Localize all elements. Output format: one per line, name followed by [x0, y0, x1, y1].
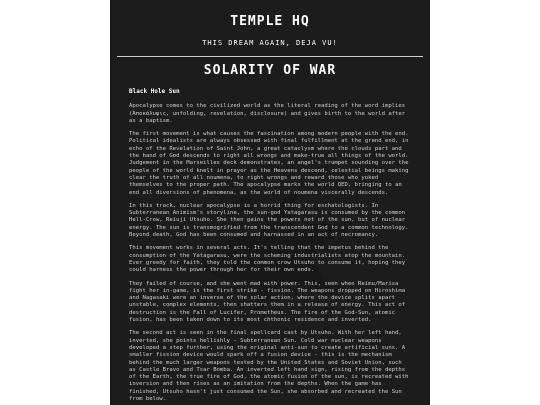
site-title-link[interactable]: TEMPLE HQ [230, 14, 310, 29]
header-divider [117, 56, 423, 57]
page-container [110, 0, 430, 405]
post-subtitle: Black Hole Sun [129, 88, 180, 95]
post-paragraph: The first movement is what causes the fascination among modern people with the end. Political idealists are always obsessed with final fulfillment at the grand end, in echo of the Revelation of Saint John, a great cataclysm where the clouds part and the hand of God descends to right all wrongs and make-true all things of the world. Judgement in the Marseilles deck demonstrates, an angel's trumpet sounding over the people of the world knelt in prayer as the Heavens descend, celestial beings making clear the truth of all noumena, to right wrongs and reward those who yoked themselves to the proper path. The apocalypse marks the world QED, bringing to an end all diversions of phenomena, as the world of noumena viscerally descends. [129, 131, 409, 196]
post-paragraph: Apocalypse comes to the civilized world as the literal reading of the word implies (Ἀποκάλυψις, unfolding, revelation, disclosure) and gives birth to the world after as a baptism. [129, 103, 406, 124]
post-paragraph: They failed of course, and she went mad with power. This, seen when Reimu/Marisa fight her in-game, is the first strike - fission. The weapons dropped on Hiroshima and Nagasaki were an inverse of the solar action, where the device splits apart unstable, complex elements, then shatters them in a release of energy. This act of destruction is the Fall of Lucifer, Prometheus. The fire of the God-Sun, atomic fusion, has been taken down to its most chthonic residence and inverted. [129, 280, 406, 324]
post-body [110, 88, 430, 403]
post-paragraph: In this track, nuclear apocalypse is a horrid thing for eschatologists. In Subterranean Animism's storyline, the sun-god Yatagarasu is consumed by the common Hell-Crow, Reiuji Utsuho. She then gains the powers not of the sun, but of nuclear energy. The sun is transmogrified from the transcendent God to a common technology. Beyond death, God has been consumed and harnassed in an act of necromancy. [129, 202, 409, 239]
site-header [110, 0, 430, 47]
post-paragraph: The second act is seen in the final spellcard cast by Utsuho. With her left hand, inverted, she points hellishly - Subterranean Sun. Cold war nuclear weapons developed a step further, using the original anti-sun to create artificial suns. A smaller fission device would spark off a fusion device - this is the mechanism behind the much larger weapons tested by the United States and Soviet Union, such as Castle Bravo and Tsar Bomba. An inverted left hand sign, rising from the depths of the Earth, the true fire of God, the atomic fusion of the sun, is recreated with inversion and then rises as an imitation from the depths. When the game has finished, Utsuho hasn't just consumed the Sun, she absorbed and recreated the Sun from below. [129, 330, 409, 402]
site-tagline: THIS DREAM AGAIN, DEJA VU! [202, 39, 338, 47]
post-paragraph: This movement works in several acts. It's telling that the impetus behind the consumption of the Yatagarasu, were the scheming industrialists atop the mountain. Ever greedy for faith, they told the common crow Utsuho to consume it, hoping they could harness the power through her for their own ends. [129, 245, 406, 274]
post-title: SOLARITY OF WAR [203, 63, 337, 78]
